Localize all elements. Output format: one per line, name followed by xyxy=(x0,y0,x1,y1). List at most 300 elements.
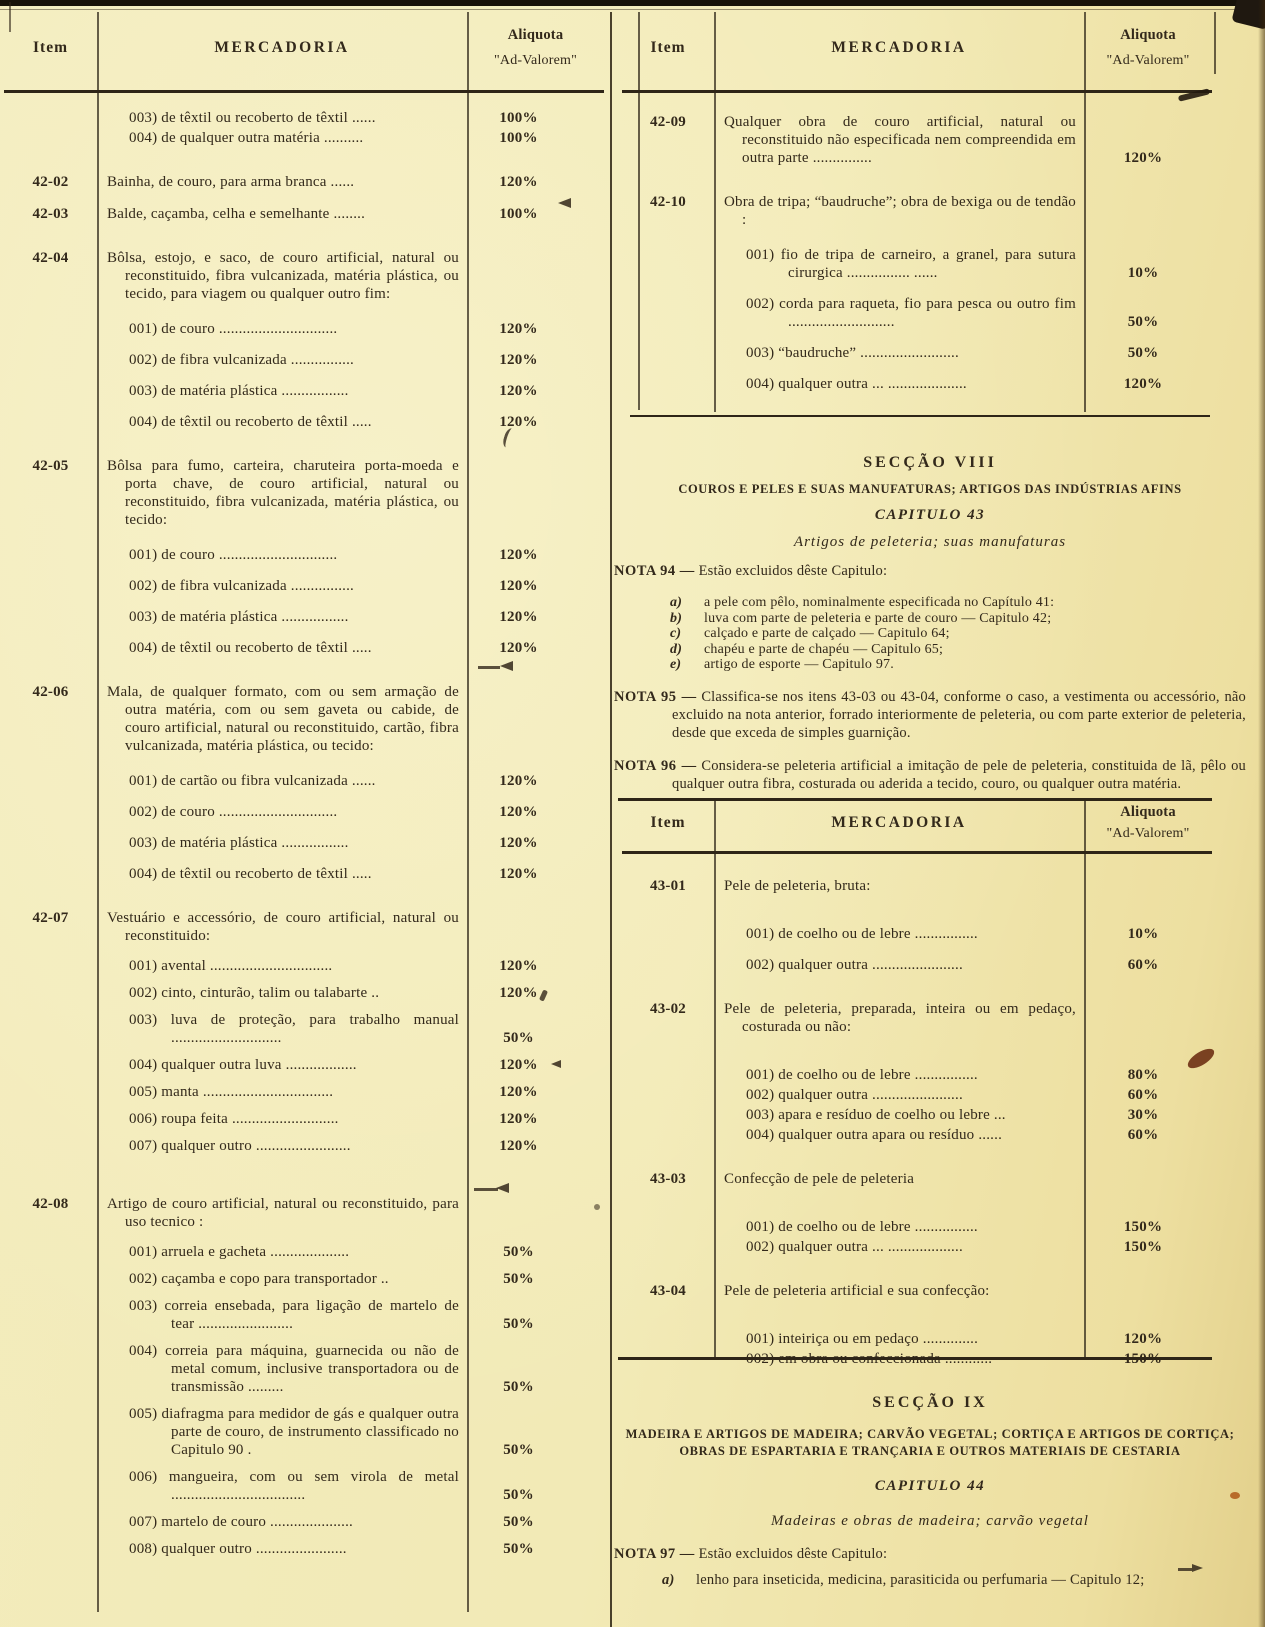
subitem-description xyxy=(97,1468,467,1504)
subitem-text: 008) qualquer outro ....................... xyxy=(129,1541,347,1557)
nota-94 xyxy=(614,562,1246,580)
entry-description-text: Artigo de couro artificial, natural ou reconstituido, para uso tecnico : xyxy=(107,1196,459,1230)
tariff-subitem-row xyxy=(4,351,604,369)
subitem-text: 005) diafragma para medidor de gás e qualquer outra parte de couro, de instrumento classificado no Capitulo 90 . xyxy=(129,1406,459,1458)
subitem-text: 002) caçamba e copo para transportador .. xyxy=(129,1271,389,1287)
entry-description xyxy=(714,1282,1084,1300)
subitem-description xyxy=(97,1342,467,1396)
tariff-entry-row xyxy=(622,1000,1212,1036)
ink-smudge xyxy=(594,1204,600,1210)
entry-description-text: Mala, de qualquer formato, com ou sem armação de outra matéria, com ou sem gaveta ou cabide, de couro artificial, natural ou reconstituido, cartão, fibra vulcanizada, matéria plástica, ou tecido: xyxy=(107,684,459,754)
aliquota-value: 120% xyxy=(499,174,538,190)
column-header-mercadoria: MERCADORIA xyxy=(831,814,967,831)
entry-description xyxy=(714,113,1084,167)
letter-text: chapéu e parte de chapéu — Capitulo 65; xyxy=(704,641,944,657)
table-body xyxy=(4,88,604,1558)
tariff-entry-row xyxy=(4,683,604,755)
subitem-description xyxy=(97,1243,467,1261)
nota-94-label: NOTA 94 — xyxy=(614,563,695,579)
table-bottom-rule xyxy=(618,1357,1212,1360)
scan-edge-tick xyxy=(9,2,11,32)
note-letter-item xyxy=(670,642,1246,658)
margin-arrow-icon xyxy=(558,198,571,208)
tariff-subitem-row xyxy=(4,1243,604,1261)
subitem-description xyxy=(97,1513,467,1531)
table-header xyxy=(622,798,1212,848)
subitem-text: 002) qualquer outra ....................... xyxy=(746,1087,963,1103)
page-top-rule xyxy=(0,0,1265,6)
subitem-description xyxy=(714,375,1084,393)
tariff-subitem-row xyxy=(4,129,604,147)
tariff-table-left xyxy=(4,8,604,1558)
subitem-text: 006) roupa feita ........................... xyxy=(129,1111,339,1127)
tariff-subitem-row xyxy=(622,295,1212,331)
aliquota-value: 50% xyxy=(503,1442,534,1458)
column-rule xyxy=(467,12,469,1612)
tariff-entry-row xyxy=(622,1170,1212,1188)
subitem-text: 003) de matéria plástica ................. xyxy=(129,609,349,625)
item-code: 42-09 xyxy=(650,114,686,130)
letter-text: a pele com pêlo, nominalmente especificada no Capítulo 41: xyxy=(704,595,1055,610)
item-code: 42-02 xyxy=(32,174,69,190)
aliquota-value: 50% xyxy=(1127,345,1159,361)
tariff-subitem-row xyxy=(622,246,1212,282)
aliquota-value: 120% xyxy=(1123,376,1163,392)
tariff-entry-row xyxy=(622,113,1212,167)
letter-label: c) xyxy=(670,626,682,641)
column-rule xyxy=(714,800,716,1357)
aliquota-value: 120% xyxy=(499,414,538,430)
column-rule xyxy=(1084,800,1086,1357)
aliquota-value: 120% xyxy=(499,804,538,820)
margin-arrow-icon xyxy=(1192,1564,1203,1572)
entry-description-text: Balde, caçamba, celha e semelhante ........ xyxy=(107,206,366,222)
aliquota-value: 100% xyxy=(499,130,538,146)
tariff-subitem-row xyxy=(4,957,604,975)
aliquota-value: 50% xyxy=(503,1379,534,1395)
subitem-description xyxy=(97,320,467,338)
letter-label: a) xyxy=(662,1572,675,1588)
aliquota-value: 100% xyxy=(499,206,538,222)
tariff-entry-row xyxy=(4,173,604,191)
margin-arrow-icon xyxy=(496,1183,509,1193)
letter-label: a) xyxy=(670,595,683,610)
tariff-subitem-row xyxy=(4,834,604,852)
tariff-subitem-row xyxy=(622,1106,1212,1124)
section-title: SECÇÃO VIII xyxy=(863,454,997,471)
subitem-text: 001) inteiriça ou em pedaço .............. xyxy=(746,1331,979,1347)
column-header-aliquota xyxy=(1084,804,1212,842)
subitem-text: 007) martelo de couro ..................... xyxy=(129,1514,353,1530)
subitem-description xyxy=(97,1540,467,1558)
subitem-text: 003) “baudruche” ......................... xyxy=(746,345,959,361)
subitem-text: 002) de fibra vulcanizada ................ xyxy=(129,578,354,594)
aliquota-value: 120% xyxy=(499,1084,538,1100)
tariff-subitem-row xyxy=(4,1083,604,1101)
tariff-subitem-row xyxy=(4,1137,604,1155)
scan-edge-tick xyxy=(1214,12,1216,74)
item-code: 43-01 xyxy=(650,878,686,894)
item-code: 42-05 xyxy=(32,458,69,474)
subitem-description xyxy=(714,1086,1084,1104)
tariff-subitem-row xyxy=(4,1342,604,1396)
aliquota-value: 60% xyxy=(1127,1127,1159,1143)
entry-description-text: Bôlsa para fumo, carteira, charuteira porta-moeda e porta chave, de couro artificial, natural ou reconstituido, fibra vulcanizada, matéria plástica, ou tecido: xyxy=(107,458,459,528)
aliquota-value: 120% xyxy=(499,1057,538,1073)
subitem-description xyxy=(97,865,467,883)
subitem-text: 002) cinto, cinturão, talim ou talabarte .. xyxy=(129,985,380,1001)
letter-text: luva com parte de peleteria e parte de couro — Capitulo 42; xyxy=(704,610,1052,626)
table-body xyxy=(622,848,1212,1368)
subitem-text: 003) luva de proteção, para trabalho manual ............................ xyxy=(129,1012,459,1046)
subitem-description xyxy=(97,129,467,147)
aliquota-value: 120% xyxy=(499,1111,538,1127)
subitem-text: 001) de couro .............................. xyxy=(129,547,338,563)
tariff-subitem-row xyxy=(4,984,604,1002)
note-letter-item xyxy=(670,611,1246,627)
tariff-subitem-row xyxy=(4,1297,604,1333)
entry-description-text: Bôlsa, estojo, e saco, de couro artificial, natural ou reconstituido, fibra vulcanizada, matéria plástica, ou tecido, para viagem ou qualquer outro fim: xyxy=(107,250,459,302)
subitem-description xyxy=(714,295,1084,331)
subitem-text: 004) de têxtil ou recoberto de têxtil ..... xyxy=(129,414,372,430)
aliquota-value: 150% xyxy=(1123,1219,1163,1235)
subitem-description xyxy=(97,834,467,852)
subitem-description xyxy=(714,1106,1084,1124)
entry-description-text: Bainha, de couro, para arma branca ...... xyxy=(107,174,355,190)
letter-text: calçado e parte de calçado — Capitulo 64; xyxy=(704,626,950,641)
margin-arrow-icon xyxy=(551,1060,561,1068)
subitem-description xyxy=(714,1218,1084,1236)
table-bottom-rule xyxy=(630,415,1210,417)
tariff-entry-row xyxy=(622,193,1212,229)
nota-97-label: NOTA 97 — xyxy=(614,1546,695,1562)
column-header-item: Item xyxy=(33,39,68,56)
tariff-entry-row xyxy=(4,205,604,223)
advalorem-label: "Ad-Valorem" xyxy=(1106,826,1190,841)
subitem-description xyxy=(714,344,1084,362)
nota-94-text: Estão excluidos dêste Capitulo: xyxy=(698,563,888,579)
aliquota-value: 120% xyxy=(499,383,538,399)
tariff-subitem-row xyxy=(622,375,1212,393)
tariff-subitem-row xyxy=(4,1468,604,1504)
nota-97-text: Estão excluidos dêste Capitulo: xyxy=(698,1546,888,1562)
subitem-text: 007) qualquer outro ........................ xyxy=(129,1138,351,1154)
letter-label: d) xyxy=(670,641,683,657)
tariff-subitem-row xyxy=(622,1086,1212,1104)
item-code: 42-10 xyxy=(650,194,686,210)
subitem-description xyxy=(97,413,467,431)
entry-description xyxy=(714,1170,1084,1188)
subitem-text: 001) de coelho ou de lebre ................ xyxy=(746,1219,978,1235)
aliquota-value: 50% xyxy=(503,1030,534,1046)
subitem-description xyxy=(97,772,467,790)
aliquota-value: 50% xyxy=(503,1487,534,1503)
subitem-text: 003) de têxtil ou recoberto de têxtil ...... xyxy=(129,110,376,126)
column-header-aliquota xyxy=(1084,27,1212,69)
subitem-text: 002) qualquer outra ... ................... xyxy=(746,1239,963,1255)
aliquota-value: 50% xyxy=(503,1244,534,1260)
ink-fleck xyxy=(1230,1492,1240,1499)
aliquota-value: 30% xyxy=(1127,1107,1159,1123)
chapter-subtitle: Artigos de peleteria; suas manufaturas xyxy=(793,534,1067,550)
scan-edge-shadow xyxy=(1258,0,1265,1627)
aliquota-value: 120% xyxy=(499,985,538,1001)
table-top-rule xyxy=(618,798,1212,801)
aliquota-value: 10% xyxy=(1127,926,1159,942)
column-rule xyxy=(714,12,716,412)
entry-description xyxy=(714,1000,1084,1036)
subitem-text: 003) correia ensebada, para ligação de martelo de tear ........................ xyxy=(129,1298,459,1332)
letter-text: lenho para inseticida, medicina, parasiticida ou perfumaria — Capitulo 12; xyxy=(696,1572,1145,1588)
tariff-subitem-row xyxy=(4,1405,604,1459)
subitem-description xyxy=(97,1270,467,1288)
subitem-text: 002) corda para raqueta, fio para pesca ou outro fim ........................... xyxy=(746,296,1076,330)
letter-label: e) xyxy=(670,657,682,672)
aliquota-value: 60% xyxy=(1127,1087,1159,1103)
subitem-description xyxy=(97,1056,467,1074)
aliquota-label: Aliquota xyxy=(1120,27,1176,43)
aliquota-label: Aliquota xyxy=(507,27,564,43)
tariff-subitem-row xyxy=(4,1270,604,1288)
subitem-description xyxy=(97,546,467,564)
entry-description-text: Obra de tripa; “baudruche”; obra de bexiga ou de tendão : xyxy=(724,194,1076,228)
subitem-text: 004) correia para máquina, guarnecida ou não de metal comum, inclusive transportadora ou de transmissão ......... xyxy=(129,1343,459,1395)
aliquota-value: 50% xyxy=(1127,314,1159,330)
section-title: SECÇÃO IX xyxy=(872,1394,988,1411)
tariff-entry-row xyxy=(4,249,604,303)
subitem-text: 004) qualquer outra ... .................... xyxy=(746,376,967,392)
chapter-title: CAPITULO 43 xyxy=(874,507,986,523)
table-body xyxy=(622,88,1212,393)
tariff-subitem-row xyxy=(622,1066,1212,1084)
chapter-subtitle: Madeiras e obras de madeira; carvão vegetal xyxy=(771,1513,1089,1529)
entry-description-text: Pele de peleteria artificial e sua confecção: xyxy=(724,1283,990,1299)
column-header-item: Item xyxy=(650,814,686,831)
subitem-text: 001) de coelho ou de lebre ................ xyxy=(746,1067,978,1083)
subitem-description xyxy=(714,925,1084,943)
subitem-text: 003) de matéria plástica ................. xyxy=(129,383,349,399)
tariff-subitem-row xyxy=(622,1238,1212,1256)
entry-description xyxy=(97,457,467,529)
letter-label: b) xyxy=(670,610,683,626)
header-rule xyxy=(622,851,1212,854)
aliquota-value: 120% xyxy=(499,609,538,625)
tariff-subitem-row xyxy=(622,925,1212,943)
subitem-text: 002) qualquer outra ....................... xyxy=(746,957,963,973)
subitem-description xyxy=(97,608,467,626)
subitem-description xyxy=(714,1330,1084,1348)
letter-text: artigo de esporte — Capitulo 97. xyxy=(704,657,894,672)
tariff-subitem-row xyxy=(4,1011,604,1047)
subitem-description xyxy=(97,1137,467,1155)
subitem-text: 001) avental ............................... xyxy=(129,958,333,974)
table-header xyxy=(4,8,604,88)
aliquota-value: 80% xyxy=(1127,1067,1159,1083)
note-letter-item xyxy=(662,1571,1246,1589)
tariff-subitem-row xyxy=(4,320,604,338)
section-subtitle: COUROS E PELES E SUAS MANUFATURAS; ARTIGOS DAS INDÚSTRIAS AFINS xyxy=(678,482,1182,496)
nota-96-label: NOTA 96 — xyxy=(614,757,697,774)
column-header-mercadoria: MERCADORIA xyxy=(214,39,350,56)
entry-description xyxy=(97,173,467,191)
subitem-description xyxy=(97,351,467,369)
entry-description xyxy=(97,1195,467,1231)
tariff-entry-row xyxy=(4,457,604,529)
aliquota-value: 50% xyxy=(503,1271,534,1287)
subitem-text: 002) de fibra vulcanizada ................ xyxy=(129,352,354,368)
aliquota-value: 120% xyxy=(1123,1331,1163,1347)
tariff-subitem-row xyxy=(4,1513,604,1531)
advalorem-label: "Ad-Valorem" xyxy=(493,53,578,68)
subitem-text: 004) qualquer outra luva .................. xyxy=(129,1057,357,1073)
aliquota-value: 120% xyxy=(499,773,538,789)
note-letter-item xyxy=(670,595,1246,611)
tariff-subitem-row xyxy=(4,803,604,821)
entry-description-text: Pele de peleteria, preparada, inteira ou em pedaço, costurada ou não: xyxy=(724,1001,1076,1035)
subitem-description xyxy=(714,246,1084,282)
subitem-description xyxy=(97,957,467,975)
entry-description xyxy=(714,877,1084,895)
note-letter-item xyxy=(670,626,1246,642)
section-viii-block xyxy=(614,440,1246,793)
subitem-description xyxy=(97,984,467,1002)
item-code: 42-08 xyxy=(32,1196,69,1212)
subitem-description xyxy=(97,577,467,595)
aliquota-value: 120% xyxy=(499,640,538,656)
tariff-entry-row xyxy=(4,1195,604,1231)
subitem-text: 002) de couro .............................. xyxy=(129,804,338,820)
tariff-subitem-row xyxy=(4,865,604,883)
aliquota-value: 120% xyxy=(499,835,538,851)
column-divider-rule xyxy=(610,12,612,1627)
entry-description-text: Vestuário e accessório, de couro artificial, natural ou reconstituido: xyxy=(107,910,459,944)
subitem-text: 004) de qualquer outra matéria .......... xyxy=(129,130,364,146)
tariff-subitem-row xyxy=(4,109,604,127)
tariff-subitem-row xyxy=(622,956,1212,974)
tariff-subitem-row xyxy=(4,382,604,400)
tariff-subitem-row xyxy=(4,577,604,595)
tariff-subitem-row xyxy=(4,639,604,657)
aliquota-value: 50% xyxy=(503,1316,534,1332)
subitem-text: 003) apara e resíduo de coelho ou lebre ... xyxy=(746,1107,1006,1123)
column-header-mercadoria: MERCADORIA xyxy=(831,39,967,56)
nota-97 xyxy=(614,1545,1246,1563)
aliquota-value: 120% xyxy=(499,352,538,368)
item-code: 43-03 xyxy=(650,1171,686,1187)
aliquota-value: 120% xyxy=(499,578,538,594)
subitem-description xyxy=(714,1126,1084,1144)
tariff-subitem-row xyxy=(4,1540,604,1558)
tariff-entry-row xyxy=(622,877,1212,895)
margin-arrow-icon xyxy=(478,666,500,669)
section-subtitle: MADEIRA E ARTIGOS DE MADEIRA; CARVÃO VEGETAL; CORTIÇA E ARTIGOS DE CORTIÇA; OBRAS DE ESPARTARIA E TRANÇARIA E OUTROS MATERIAIS DE CESTARIA xyxy=(625,1427,1235,1458)
column-rule xyxy=(1084,12,1086,412)
tariff-subitem-row xyxy=(622,1126,1212,1144)
nota-94-items xyxy=(614,595,1246,673)
entry-description-text: Qualquer obra de couro artificial, natural ou reconstituido não especificada nem compreendida em outra parte ............... xyxy=(724,114,1076,166)
nota-95-text: Classifica-se nos itens 43-03 ou 43-04, conforme o caso, a vestimenta ou accessório, não excluido na nota anterior, forrado interiormente de peleteria, ou com parte exterior de peleteria, desde que exceda de simples guarnição. xyxy=(672,688,1247,741)
tariff-subitem-row xyxy=(622,344,1212,362)
advalorem-label: "Ad-Valorem" xyxy=(1106,53,1190,68)
subitem-description xyxy=(97,1405,467,1459)
subitem-text: 004) qualquer outra apara ou resíduo ...... xyxy=(746,1127,1003,1143)
entry-description-text: Confecção de pele de peleteria xyxy=(724,1171,915,1187)
item-code: 43-02 xyxy=(650,1001,686,1017)
subitem-description xyxy=(97,382,467,400)
column-rule xyxy=(638,12,640,410)
entry-description xyxy=(97,205,467,223)
tariff-entry-row xyxy=(4,909,604,945)
subitem-text: 001) de coelho ou de lebre ................ xyxy=(746,926,978,942)
aliquota-value: 120% xyxy=(1123,150,1163,166)
tariff-subitem-row xyxy=(622,1218,1212,1236)
section-ix-block xyxy=(614,1368,1246,1589)
aliquota-value: 50% xyxy=(503,1541,534,1557)
tariff-subitem-row xyxy=(4,546,604,564)
subitem-text: 001) arruela e gacheta .................... xyxy=(129,1244,350,1260)
aliquota-value: 60% xyxy=(1127,957,1159,973)
subitem-description xyxy=(97,1011,467,1047)
tariff-subitem-row xyxy=(4,413,604,431)
subitem-text: 006) mangueira, com ou sem virola de metal .................................. xyxy=(129,1469,459,1503)
nota-97-items xyxy=(614,1571,1246,1589)
subitem-description xyxy=(714,1238,1084,1256)
aliquota-label: Aliquota xyxy=(1120,804,1176,820)
aliquota-value: 120% xyxy=(499,547,538,563)
aliquota-value: 120% xyxy=(499,866,538,882)
subitem-text: 001) de cartão ou fibra vulcanizada ...... xyxy=(129,773,376,789)
margin-arrow-icon xyxy=(474,1188,498,1191)
header-rule xyxy=(622,90,1212,93)
nota-95-label: NOTA 95 — xyxy=(614,688,697,705)
item-code: 42-04 xyxy=(32,250,69,266)
tariff-table-right-top xyxy=(622,8,1212,393)
nota-96-text: Considera-se peleteria artificial a imitação de pele de peleteria, constituida de lã, pêlo ou qualquer outra fibra, costurada ou aderida a tecido, couro, ou qualquer outra matéria. xyxy=(672,757,1246,792)
aliquota-value: 120% xyxy=(499,1138,538,1154)
item-code: 42-06 xyxy=(32,684,69,700)
tariff-subitem-row xyxy=(4,1056,604,1074)
tariff-subitem-row xyxy=(4,772,604,790)
subitem-description xyxy=(97,1297,467,1333)
nota-96 xyxy=(614,757,1246,793)
tariff-subitem-row xyxy=(4,608,604,626)
entry-description xyxy=(97,249,467,303)
column-rule xyxy=(97,12,99,1612)
table-header xyxy=(622,8,1212,88)
subitem-text: 005) manta ................................. xyxy=(129,1084,334,1100)
tariff-table-right-bottom xyxy=(622,798,1212,1368)
subitem-text: 004) de têxtil ou recoberto de têxtil ..... xyxy=(129,640,372,656)
chapter-title: CAPITULO 44 xyxy=(874,1478,986,1494)
aliquota-value: 10% xyxy=(1127,265,1159,281)
subitem-description xyxy=(97,803,467,821)
aliquota-value: 50% xyxy=(503,1514,534,1530)
entry-description xyxy=(97,909,467,945)
aliquota-value: 120% xyxy=(499,321,538,337)
subitem-description xyxy=(714,1066,1084,1084)
item-code: 42-03 xyxy=(32,206,69,222)
note-letter-item xyxy=(670,657,1246,673)
column-header-item: Item xyxy=(650,39,686,56)
item-code: 43-04 xyxy=(650,1283,686,1299)
subitem-description xyxy=(97,1083,467,1101)
entry-description xyxy=(714,193,1084,229)
header-rule xyxy=(4,90,604,93)
subitem-description xyxy=(97,639,467,657)
subitem-text: 001) de couro .............................. xyxy=(129,321,338,337)
margin-arrow-icon xyxy=(1178,1568,1192,1571)
entry-description-text: Pele de peleteria, bruta: xyxy=(724,878,871,894)
